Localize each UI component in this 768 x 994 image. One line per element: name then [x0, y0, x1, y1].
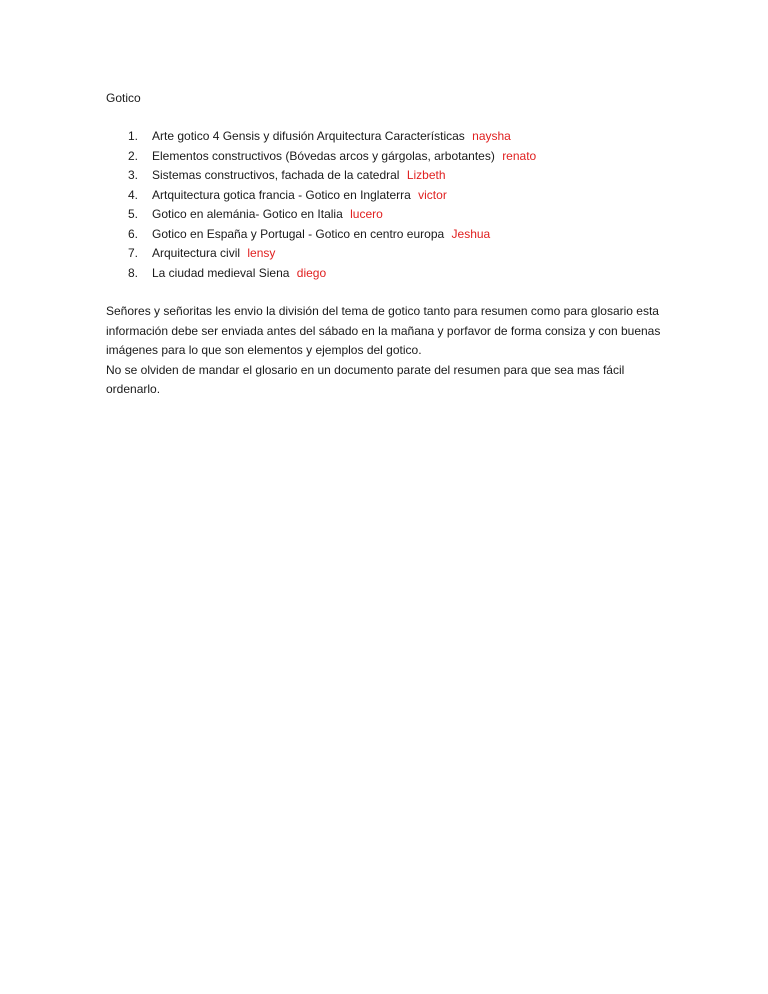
message-paragraph: Señores y señoritas les envio la división del tema de gotico tanto para resumen como para glosario esta información debe ser enviada antes del sábado en la mañana y porfavor de forma consiza y con buenas imágenes para lo que son elementos y ejemplos del gotico.	[106, 304, 661, 357]
list-item-assignee: diego	[296, 265, 327, 280]
list-item-assignee: victor	[418, 187, 447, 202]
document-title: Gotico	[106, 91, 141, 105]
list-item	[106, 187, 706, 207]
list-item-number: 5.	[128, 207, 139, 221]
list-item-text: Gotico en España y Portugal - Gotico en centro europa	[152, 226, 445, 241]
list-item-number: 1.	[128, 129, 139, 143]
list-item-assignee: renato	[502, 148, 537, 163]
list-item-text: Gotico en alemánia- Gotico en Italia	[152, 207, 343, 221]
message-paragraph: No se olviden de mandar el glosario en un documento parate del resumen para que sea mas fácil ordenarlo.	[106, 362, 625, 396]
list-item	[106, 128, 706, 148]
list-item-assignee: naysha	[472, 129, 511, 143]
list-item-number: 8.	[128, 265, 139, 280]
list-item-text: Sistemas constructivos, fachada de la catedral	[152, 168, 400, 182]
list-item-number: 7.	[128, 246, 139, 260]
list-item-text: Arte gotico 4 Gensis y difusión Arquitectura Características	[152, 129, 465, 143]
list-item	[106, 148, 706, 168]
task-list	[106, 128, 706, 284]
list-item-text: Arquitectura civil	[152, 246, 241, 260]
list-item-assignee: Jeshua	[451, 226, 491, 241]
list-item	[106, 245, 706, 265]
list-item-assignee: lucero	[350, 207, 383, 221]
message-body	[106, 302, 676, 400]
list-item-assignee: Lizbeth	[406, 168, 446, 182]
list-item	[106, 226, 706, 246]
list-item	[106, 167, 706, 187]
list-item-text: La ciudad medieval Siena	[152, 265, 290, 280]
list-item-number: 2.	[128, 148, 139, 163]
list-item-number: 6.	[128, 226, 139, 241]
list-item	[106, 265, 706, 285]
list-item-assignee: lensy	[247, 246, 276, 260]
list-item-text: Elementos constructivos (Bóvedas arcos y gárgolas, arbotantes)	[152, 148, 495, 163]
list-item	[106, 206, 706, 226]
list-item-number: 3.	[128, 168, 139, 182]
list-item-number: 4.	[128, 187, 139, 202]
list-item-text: Artquitectura gotica francia - Gotico en Inglaterra	[152, 187, 411, 202]
